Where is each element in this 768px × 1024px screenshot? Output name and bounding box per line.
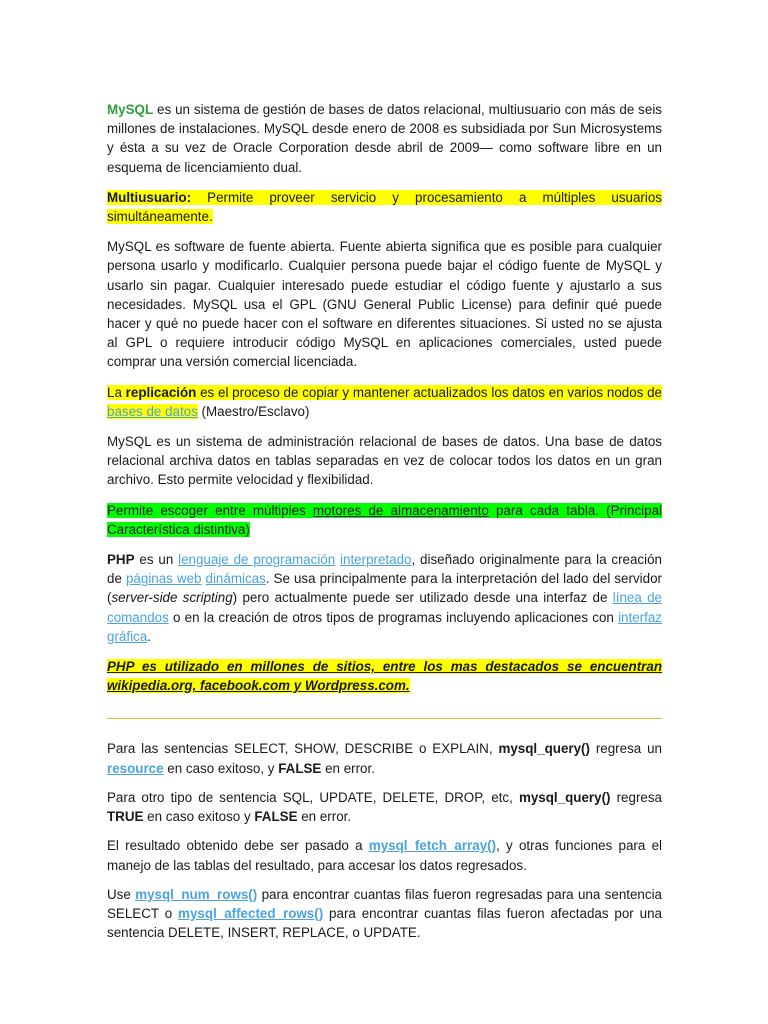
paragraph-text: Permite escoger entre múltiples (107, 502, 313, 518)
interpretado-link[interactable]: interpretado (340, 552, 412, 568)
paragraph-num-rows (107, 885, 662, 943)
paragraph-text: para encontrar cuantas filas fueron afectadas por una sentencia DELETE, INSERT, REPLACE, o UPDATE. (107, 905, 662, 941)
lenguaje-programacion-link[interactable]: lenguaje de programación (178, 552, 336, 568)
paragraph-text: ) pero actualmente puede ser utilizado desde una interfaz de (232, 590, 613, 606)
true-term: TRUE (107, 809, 144, 825)
paragraph-text: Use (107, 886, 136, 902)
server-side-scripting-term: server-side scripting (111, 590, 233, 606)
paragraph-open-source (107, 237, 662, 371)
mysql-query-term: mysql_query() (518, 789, 611, 805)
php-term: PHP (107, 552, 135, 568)
mysql-fetch-array-link[interactable]: mysql_fetch_array() (368, 838, 497, 854)
section-divider (107, 718, 662, 719)
php-sites-text: PHP es utilizado en millones de sitios, entre los mas destacados se encuentran wikipedia.org, facebook.com y Wordpress.com. (107, 659, 662, 694)
paragraph-text: El resultado obtenido debe ser pasado a (107, 838, 369, 854)
paragraph-multiusuario (107, 187, 662, 227)
mysql-num-rows-link[interactable]: mysql_num_rows() (135, 886, 258, 902)
motores-almacenamiento-link[interactable]: motores de almacenamiento (312, 502, 489, 518)
paragraph-text: en caso exitoso, y (163, 760, 279, 776)
paragraph-text: Permite proveer servicio y procesamiento a múltiples usuarios simultáneamente. (107, 189, 662, 225)
paragraph-text: regresa un (589, 741, 662, 757)
paragraph-text: es un sistema de gestión de bases de datos relacional, multiusuario con más de seis millones de instalaciones. MySQL desde enero de 2008 es subsidiada por Sun Microsystems y ésta a su vez de Oracle Corporation desde abril de 2009— como software libre en un esquema de licenciamiento dual. (107, 102, 662, 175)
paragraph-text: MySQL es un sistema de administración relacional de bases de datos. Una base de datos relacional archiva datos en tablas separadas en vez de colocar todos los datos en un gran archivo. Esto permite velocidad y flexibilidad. (107, 434, 662, 488)
replicacion-term: replicación (125, 384, 197, 400)
paragraph-fetch-array (107, 836, 662, 874)
paragraph-text: La (107, 384, 126, 400)
false-term: FALSE (278, 760, 322, 776)
paragraph-text: en error. (321, 760, 375, 776)
paragraph-other-queries (107, 788, 662, 826)
paragraph-text: . (147, 628, 151, 644)
paragraph-select-queries (107, 739, 662, 777)
paragraph-text: regresa (610, 789, 663, 805)
mysql-term: MySQL (107, 102, 154, 117)
multiusuario-label: Multiusuario: (107, 189, 192, 205)
paragraph-replicacion (107, 382, 662, 422)
paragraph-text: es el proceso de copiar y mantener actualizados los datos en varios nodos de (196, 384, 662, 400)
paragraph-text: para cada tabla. (Principal Característica distintiva) (107, 502, 662, 537)
resource-link[interactable]: resource (107, 760, 164, 776)
dinamicas-link[interactable]: dinámicas (205, 571, 266, 587)
mysql-query-term: mysql_query() (498, 741, 590, 757)
paginas-web-link[interactable]: páginas web (125, 571, 202, 587)
paragraph-text: Para otro tipo de sentencia SQL, UPDATE, DELETE, DROP, etc, (107, 789, 519, 805)
bases-de-datos-link[interactable]: bases de datos (107, 403, 198, 419)
paragraph-text: es un (134, 552, 179, 568)
paragraph-text: (Maestro/Esclavo) (197, 403, 310, 419)
paragraph-text: , diseñado originalmente para la creación de (107, 552, 662, 587)
paragraph-text: para encontrar cuantas filas fueron regresadas para una sentencia SELECT o (107, 886, 662, 921)
mysql-affected-rows-link[interactable]: mysql_affected_rows() (178, 905, 324, 921)
paragraph-relational (107, 432, 662, 490)
interfaz-grafica-link[interactable]: interfaz gráfica (107, 609, 662, 644)
paragraph-text: Para las sentencias SELECT, SHOW, DESCRIBE o EXPLAIN, (107, 741, 499, 757)
paragraph-text: en caso exitoso y (143, 809, 255, 825)
paragraph-text: en error. (297, 809, 352, 825)
document-body (107, 100, 662, 952)
false-term: FALSE (254, 809, 298, 825)
paragraph-text: o en la creación de otros tipos de programas incluyendo aplicaciones con (168, 609, 619, 625)
paragraph-text: , y otras funciones para el manejo de las tablas del resultado, para accesar los datos regresados. (107, 838, 662, 873)
paragraph-text: . Se usa principalmente para la interpretación del lado del servidor ( (107, 571, 662, 606)
linea-de-comandos-link[interactable]: línea de comandos (107, 590, 663, 625)
paragraph-text: MySQL es software de fuente abierta. Fuente abierta significa que es posible para cualquier persona usarlo y modificarlo. Cualquier persona puede bajar el código fuente de MySQL y usarlo sin pagar. Cualquier interesado puede estudiar el código fuente y ajustarlo a sus necesidades. MySQL usa el GPL (GNU General Public License) para definir qué puede hacer y qué no puede hacer con el software en diferentes situaciones. Si usted no se ajusta al GPL o requiere introducir código MySQL en aplicaciones comerciales, usted puede comprar una versión comercial licenciada. (107, 239, 662, 370)
paragraph-mysql-intro (107, 100, 662, 177)
paragraph-php (107, 550, 662, 646)
paragraph-php-sites (107, 656, 662, 696)
paragraph-motores (107, 500, 662, 540)
